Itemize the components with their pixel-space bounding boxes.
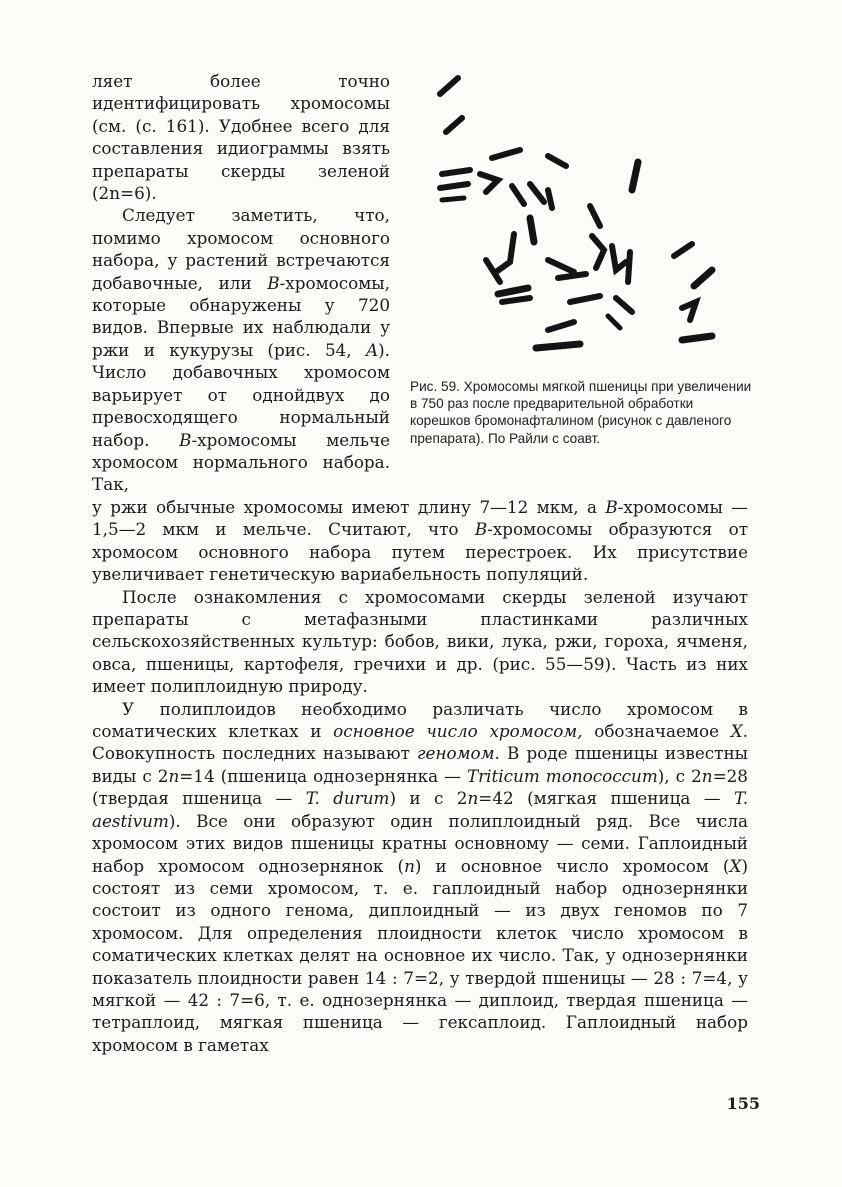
text-run: =28 (твердая пшеница — (92, 765, 748, 809)
chromosome (616, 298, 632, 312)
chromosome (442, 198, 464, 200)
chromosome (548, 322, 574, 330)
text-run: -хромосомы, которые обнаружены у 720 видов. Впервые их наблюдали у ржи и кукурузы (рис. 54, (92, 272, 390, 360)
text-run: Следует заметить, что, помимо хромосом основного набора, у растений встречаются добавочные, или (92, 205, 390, 293)
chromosome (446, 118, 462, 132)
page-number: 155 (726, 1094, 760, 1113)
text-run: -хромосомы образуются от хромосом основного набора путем перестроек. Их присутствие увеличивает генетическую вариабельность популяций. (92, 519, 748, 585)
chromosome (590, 206, 600, 226)
paragraph (92, 698, 748, 1057)
italic-symbol: B (474, 519, 488, 540)
paragraph: ляет более точно идентифицировать хромосомы (см. (с. 161). Удобнее всего для составления идиограммы взять препараты скерды зеленой (2n=6). (92, 71, 390, 204)
text-run: ). Число добавочных хромосом варьирует от однойдвух до превосходящего нормальный набор. (92, 339, 390, 450)
full-width-text (92, 496, 748, 1056)
text-run: у ржи обычные хромосомы имеют длину 7—12 мкм, а (92, 497, 606, 517)
text-run: ), с 2 (657, 765, 702, 786)
chromosome (628, 252, 630, 282)
text-run: ) состоят из семи хромосом, т. е. гаплоидный набор однозернянки состоит из одного генома, диплоидный — из двух геномов по 7 хромосом. Для определения плоидности клеток число хромосом в соматических клетках делят на основное их число. Так, у однозернянки показатель плоидности равен 14 : 7=2, у твердой пшеницы — 28 : 7=4, у мягкой — 42 : 7=6, т. е. однозернянка — диплоид, твердая пшеница — тетраплоид, мягкая пшеница — гексаплоид. Гаплоидный набор хромосом в гаметах (92, 855, 748, 1055)
paragraph: После ознакомления с хромосомами скерды зеленой изучают препараты с метафазными пластинками различных сельскохозяйственных культур: бобов, вики, лука, ржи, гороха, ячменя, овса, пшеницы, картофеля, гречихи и др. (рис. 55—59). Часть из них имеет полиплоидную природу. (92, 586, 748, 697)
italic-symbol: n (701, 765, 713, 786)
paragraph (92, 204, 390, 495)
chromosome-figure (420, 66, 755, 366)
chromosome (536, 344, 580, 348)
text-run: =42 (мягкая пшеница — (478, 788, 734, 809)
text-run: . В роде пшеницы известны виды с 2 (92, 743, 748, 786)
chromosome (498, 288, 528, 294)
text-run: У полиплоидов необходимо различать число хромосом в соматических клетках и (92, 698, 748, 742)
figure-caption: Рис. 59. Хромосомы мягкой пшеницы при увеличении в 750 раз после предварительной обработки корешков бромонафталином (рисунок с давленого препарата). По Райли с соавт. (410, 379, 752, 446)
chromosome (608, 316, 620, 328)
italic-symbol: A (365, 339, 379, 360)
italic-species: Triticum monococcum (466, 765, 658, 786)
italic-symbol: B (605, 497, 618, 517)
chromosome (530, 218, 534, 242)
text-run: обозначаемое (582, 721, 731, 742)
left-column-text (92, 70, 390, 496)
chromosome (632, 162, 638, 190)
paragraph (92, 496, 748, 586)
italic-term: основное число хромосом, (333, 721, 583, 742)
chromosome (612, 246, 626, 270)
chromosome (492, 150, 520, 158)
chromosome (548, 260, 574, 272)
text-run: =14 (пшеница однозернянка — (179, 765, 467, 786)
italic-species: T. aestivum (92, 788, 749, 831)
chromosome (440, 78, 458, 94)
chromosome (548, 156, 566, 166)
text-run: ) и основное число хромосом ( (414, 855, 730, 876)
italic-term: геномом (417, 743, 495, 764)
italic-symbol: X (729, 855, 742, 876)
chromosome (480, 174, 498, 192)
italic-symbol: n (168, 765, 180, 786)
italic-symbol: B (267, 272, 280, 293)
chromosome (558, 274, 586, 278)
chromosome (694, 270, 712, 286)
italic-symbol: n (404, 855, 415, 876)
chromosome (512, 186, 524, 204)
chromosome (530, 184, 544, 202)
text-run: ). Все они образуют один полиплоидный ряд. Все числа хромосом этих видов пшеницы кратны основному — семи. Гаплоидный набор хромосом однозернянок ( (92, 810, 748, 876)
italic-symbol: n (467, 788, 479, 809)
text-run: -хромосомы — 1,5—2 мкм и мельче. Считают, что (92, 497, 748, 540)
chromosome (674, 244, 692, 256)
chromosome (682, 302, 696, 320)
chromosome (682, 336, 712, 340)
chromosome (570, 296, 600, 302)
text-run: . Совокупность последних называют (92, 721, 748, 764)
chromosome (548, 190, 552, 208)
text-run: ) и с 2 (389, 788, 468, 809)
chromosome (502, 298, 530, 302)
chromosome (440, 184, 468, 188)
chromosome (592, 236, 604, 268)
chromosome (442, 170, 470, 174)
italic-symbol: X (730, 721, 743, 742)
text-run: -хромосомы мельче хромосом нормального набора. Так, (92, 429, 390, 495)
chromosome-drawing (420, 66, 755, 366)
chromosome (496, 234, 514, 272)
italic-symbol: B (179, 429, 192, 450)
italic-species: T. durum (305, 788, 390, 809)
